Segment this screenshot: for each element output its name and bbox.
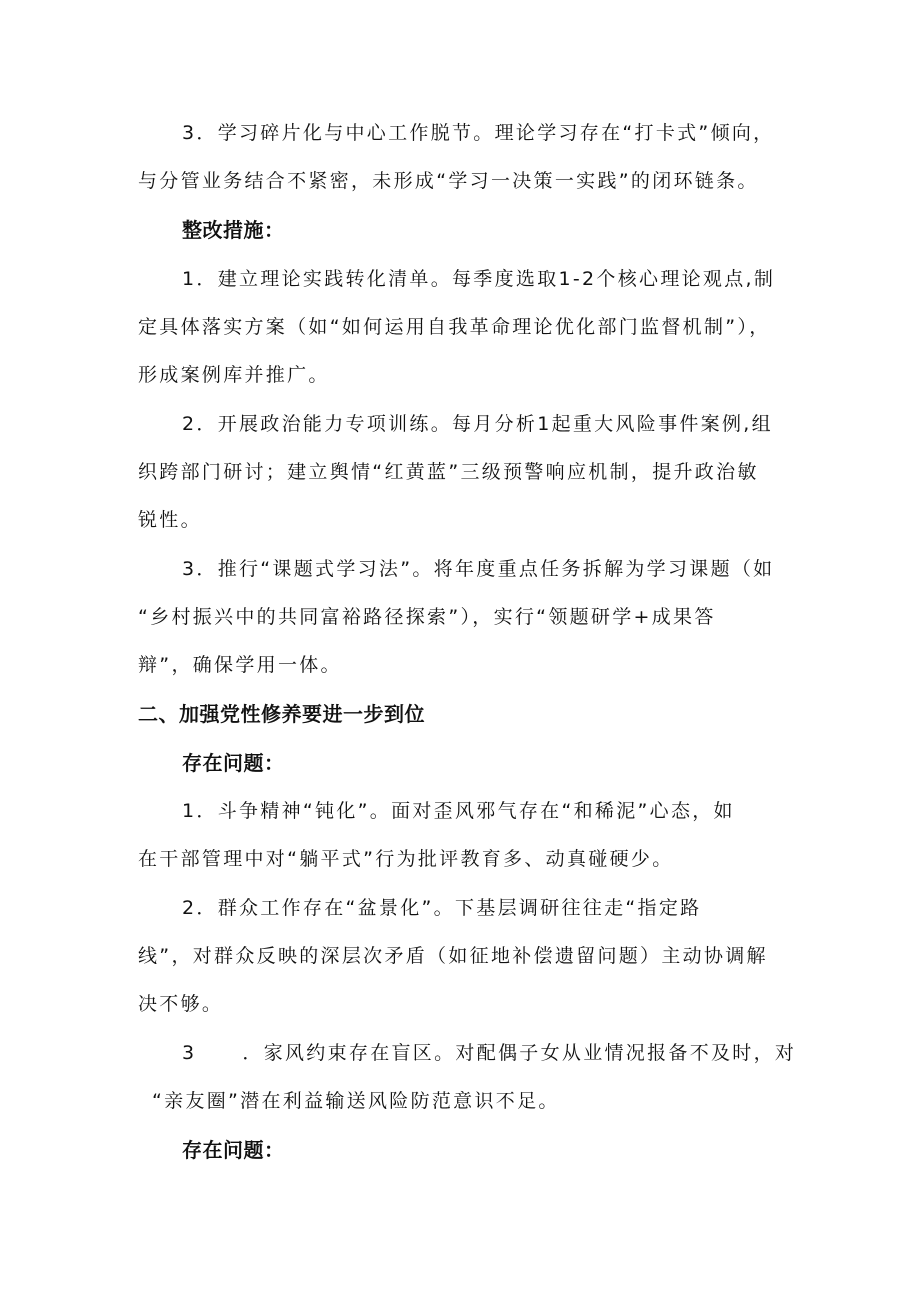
q2-line-1: 2．群众工作存在“盆景化”。下基层调研往往走“指定路 — [182, 897, 702, 919]
p1-line-1: 3．学习碎片化与中心工作脱节。理论学习存在“打卡式”倾向， — [182, 122, 775, 144]
q1-line-1: 1．斗争精神“钝化”。面对歪风邪气存在“和稀泥”心态，如 — [182, 800, 735, 822]
q1-line-2: 在干部管理中对“躺平式”行为批评教育多、动真碰硬少。 — [138, 848, 674, 870]
q2-line-3: 决不够。 — [138, 993, 224, 1015]
m1-line-1: 1．建立理论实践转化清单。每季度选取1-2个核心理论观点,制 — [182, 268, 776, 290]
q2-line-2: 线”，对群众反映的深层次矛盾（如征地补偿遗留问题）主动协调解 — [138, 945, 768, 967]
m3-line-2: “乡村振兴中的共同富裕路径探索”），实行“领题研学+成果答 — [138, 606, 716, 628]
p1-line-2: 与分管业务结合不紧密，未形成“学习一决策一实践”的闭环链条。 — [138, 170, 759, 192]
heading-rectification-measures: 整改措施： — [182, 218, 285, 242]
m2-line-1: 2．开展政治能力专项训练。每月分析1起重大风险事件案例,组 — [182, 413, 773, 435]
m1-line-2: 定具体落实方案（如“如何运用自我革命理论优化部门监督机制”）， — [138, 316, 771, 338]
q3-line-2: “亲友圈”潜在利益输送风险防范意识不足。 — [152, 1090, 560, 1112]
heading-existing-problems: 存在问题： — [182, 751, 285, 775]
q3-line-1-text: ．家风约束存在盲区。对配偶子女从业情况报备不及时，对 — [242, 1042, 797, 1064]
m2-line-3: 锐性。 — [138, 509, 202, 531]
m2-line-2: 织跨部门研讨；建立舆情“红黄蓝”三级预警响应机制，提升政治敏 — [138, 461, 759, 483]
section-2-title: 二、加强党性修养要进一步到位 — [138, 702, 425, 726]
m3-line-3: 辩”，确保学用一体。 — [138, 654, 342, 676]
q3-line-1 — [182, 1040, 796, 1066]
m3-line-1: 3．推行“课题式学习法”。将年度重点任务拆解为学习课题（如 — [182, 558, 775, 580]
q3-number: 3 — [182, 1042, 197, 1064]
m1-line-3: 形成案例库并推广。 — [138, 364, 330, 386]
heading-existing-problems-2: 存在问题： — [182, 1138, 285, 1162]
